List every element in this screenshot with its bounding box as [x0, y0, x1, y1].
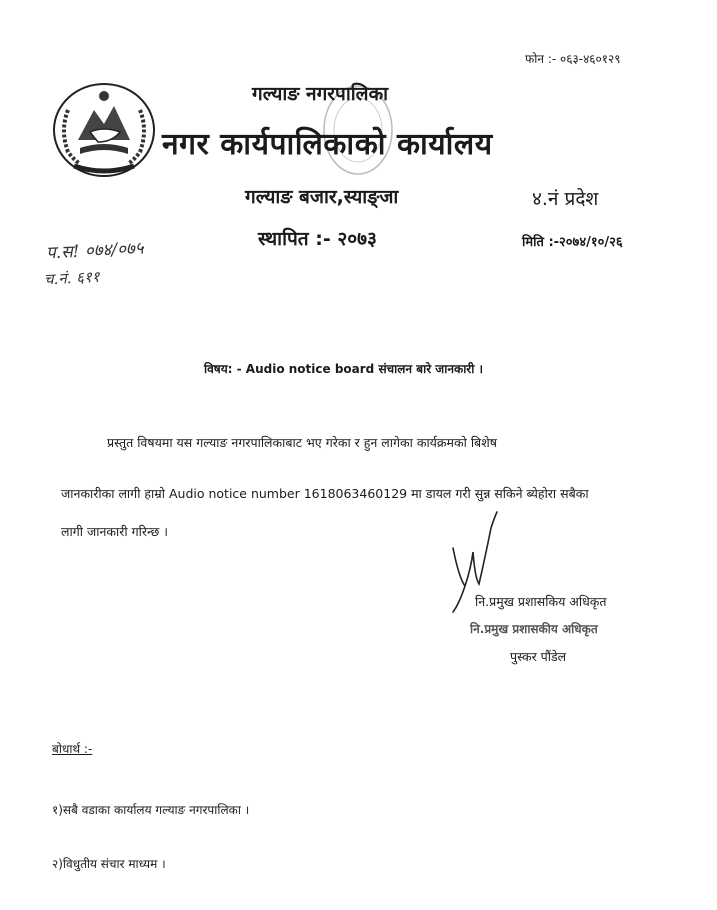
cc-heading: बोधार्थ :- [52, 742, 93, 756]
letter-date: मिति :-२०७४/१०/२६ [522, 235, 623, 250]
officer-name: पुस्कर पौंडेल [510, 649, 567, 664]
established-year: स्थापित :- २०७३ [258, 228, 377, 250]
signatory-title: नि.प्रमुख प्रशासकिय अधिकृत [475, 594, 607, 609]
body-line-1: प्रस्तुत विषयमा यस गल्याङ नगरपालिकाबाट भए गरेका र हुन लागेका कार्यक्रमको बिशेष [107, 435, 497, 450]
letter-number: प.स! ०७४/०७५ [45, 238, 145, 264]
cc-item-2: २)विधुतीय संचार माध्यम । [52, 857, 166, 871]
phone-number: फोन :- ०६३-४६०१२९ [525, 52, 621, 66]
official-stamp-text: नि.प्रमुख प्रशासकीय अधिकृत [470, 622, 598, 636]
office-title: नगर कार्यपालिकाको कार्यालय [162, 127, 493, 162]
body-line-2: जानकारीका लागी हाम्रो Audio notice number 1618063460129 मा डायल गरी सुन्न सकिने ब्येहोरा सबैका [61, 486, 589, 501]
letter-subject: विषय: - Audio notice board संचालन बारे जानकारी । [204, 362, 484, 376]
cc-item-1: १)सबै वडाका कार्यालय गल्याङ नगरपालिका । [52, 803, 250, 817]
office-address: गल्याङ बजार,स्याङ्जा [245, 186, 399, 208]
dispatch-number: च.नं. ६११ [43, 267, 100, 289]
body-line-3: लागी जानकारी गरिन्छ । [61, 524, 169, 539]
municipality-name: गल्याङ नगरपालिका [252, 83, 389, 105]
nepal-emblem-icon [50, 80, 158, 184]
province-label: ४.नं प्रदेश [532, 188, 599, 210]
